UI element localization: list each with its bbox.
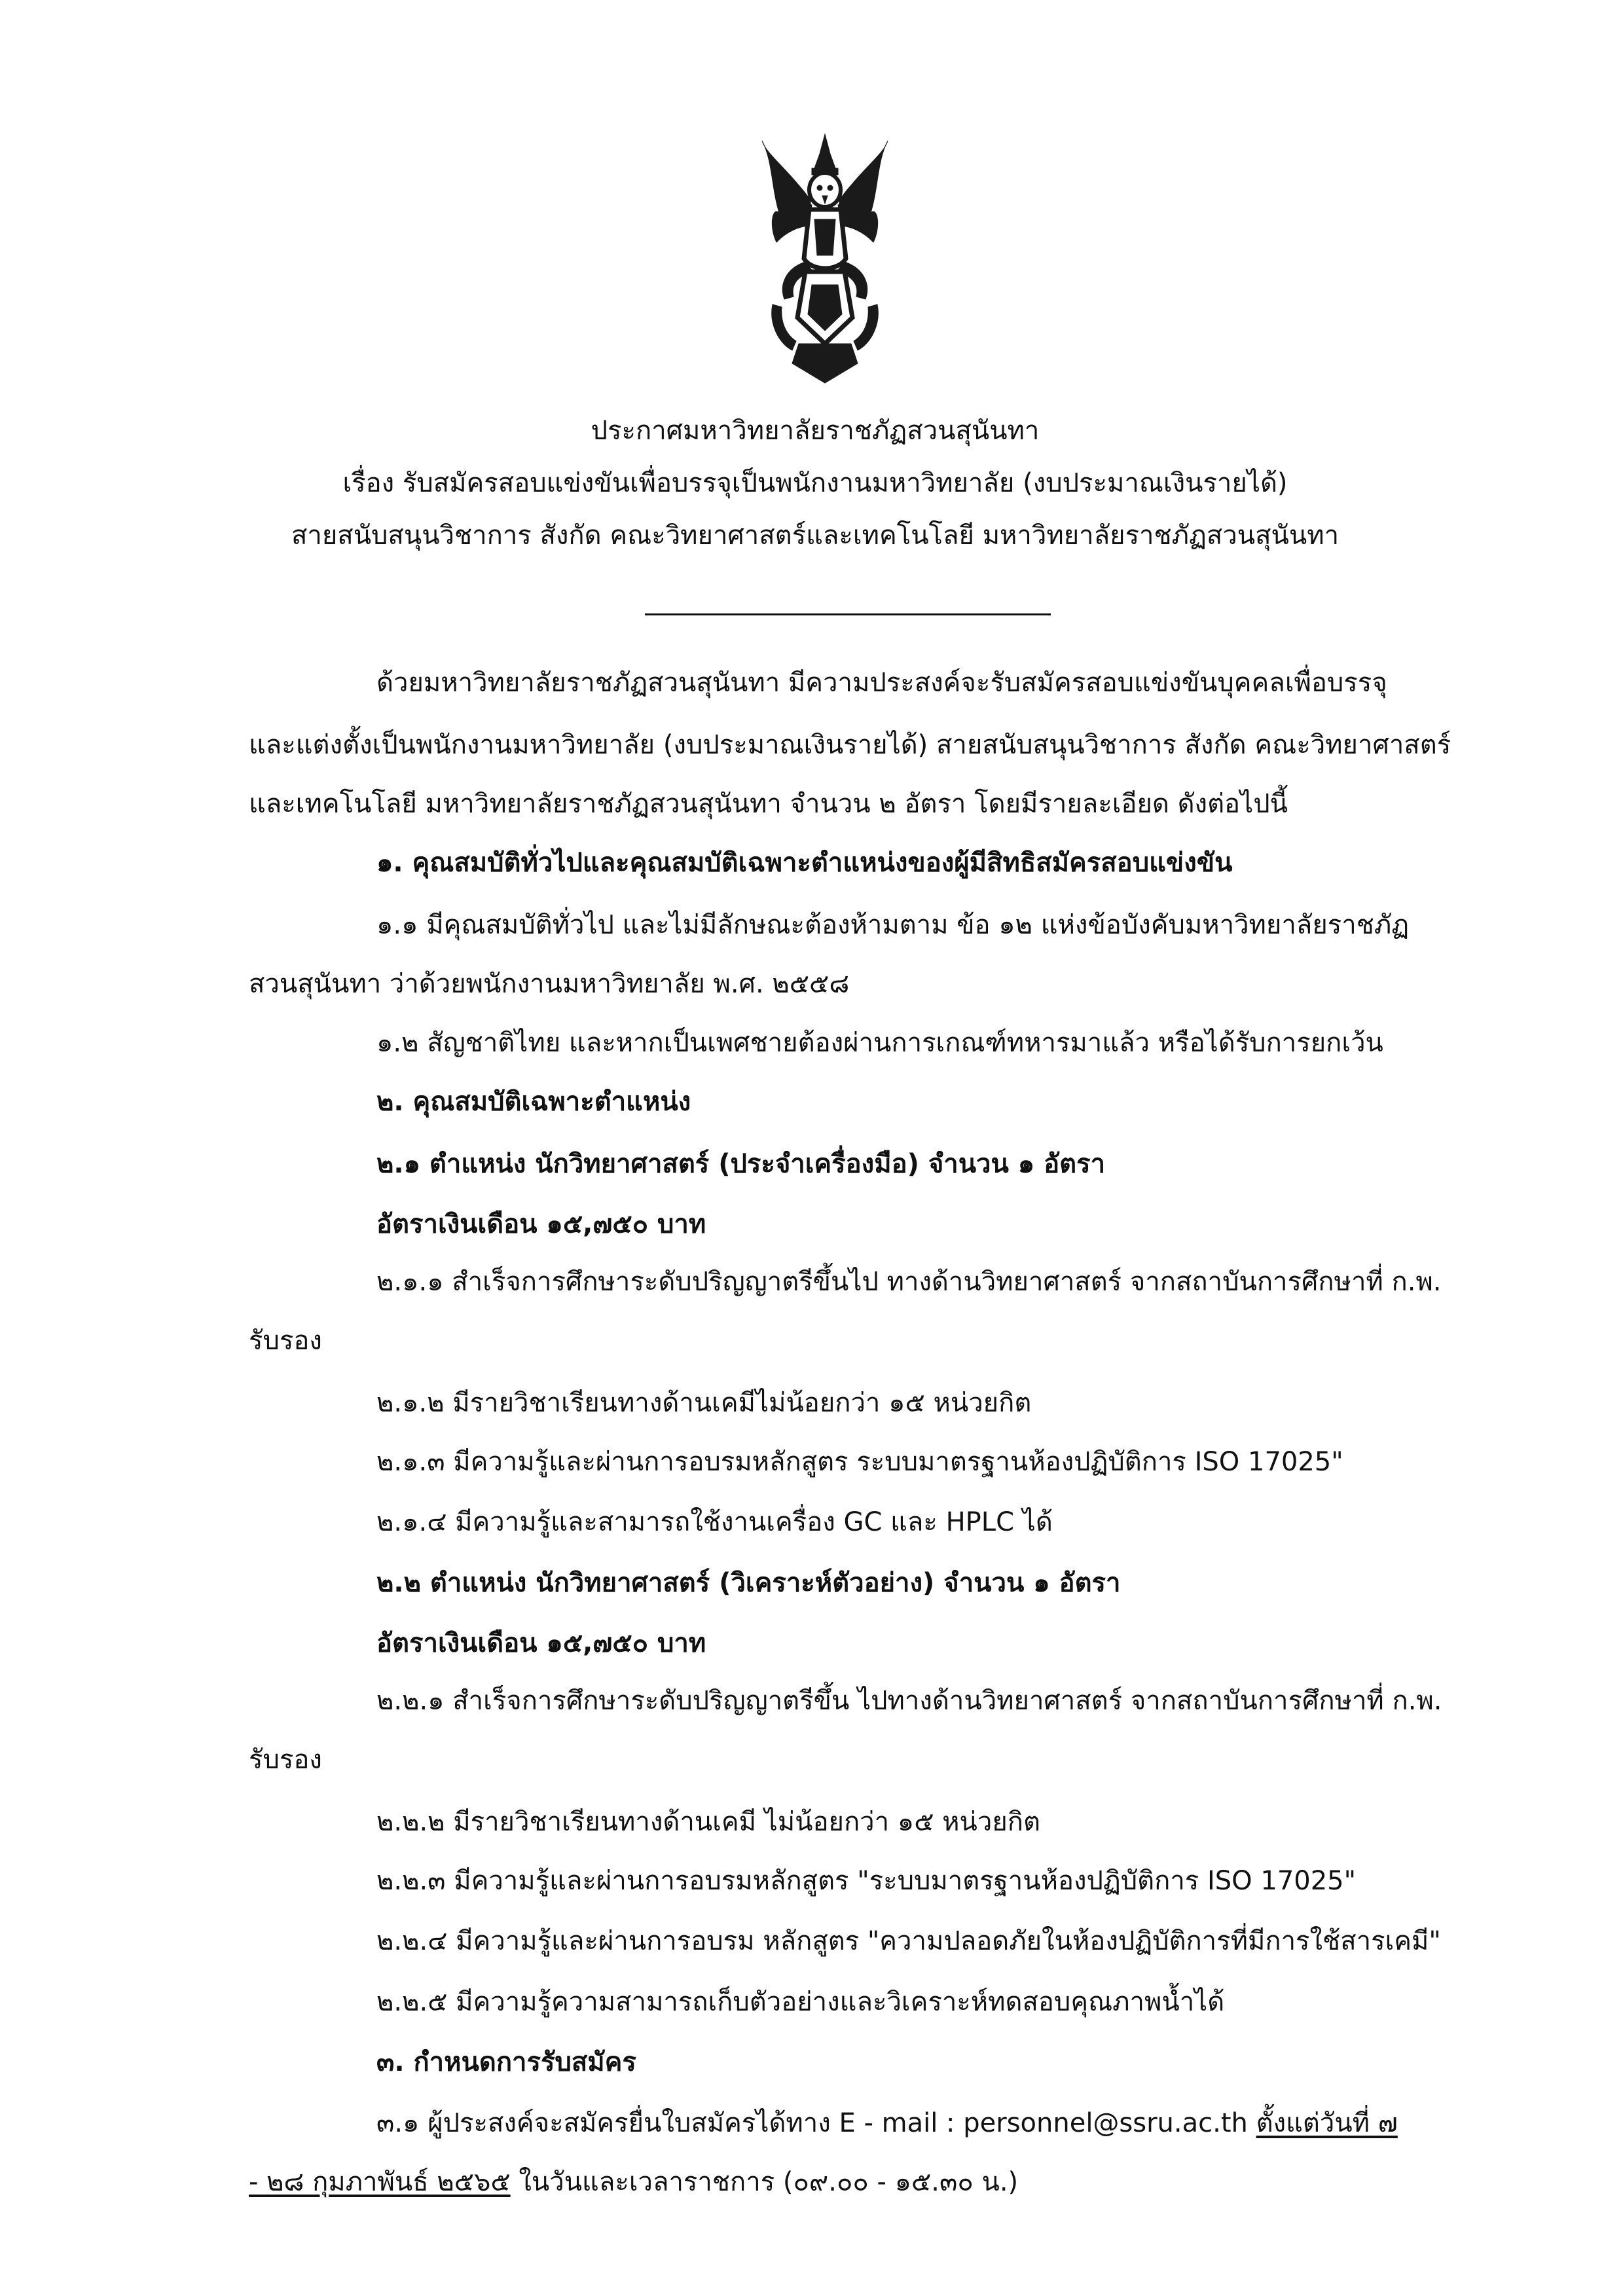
heading-divider [645,613,1051,615]
position-1-item-4: ๒.๑.๔ มีความรู้และสามารถใช้งานเครื่อง GC และ HPLC ได้ [376,1507,1053,1537]
section-3-item-1-text: ๓.๑ ผู้ประสงค์จะสมัครยื่นใบสมัครได้ทาง E - mail : personnel@ssru.ac.th [376,2108,1256,2138]
garuda-emblem-icon [759,128,890,386]
section-3-title: ๓. กำหนดการรับสมัคร [376,2047,636,2077]
position-2-salary: อัตราเงินเดือน ๑๕,๗๕๐ บาท [376,1628,706,1658]
position-2-item-1: ๒.๒.๑ สำเร็จการศึกษาระดับปริญญาตรีขึ้น ไปทางด้านวิทยาศาสตร์ จากสถาบันการศึกษาที่ ก.พ. [376,1686,1442,1716]
position-2-item-2: ๒.๒.๒ มีรายวิชาเรียนทางด้านเคมี ไม่น้อยกว่า ๑๕ หน่วยกิต [376,1807,1040,1837]
announcement-department: สายสนับสนุนวิชาการ สังกัด คณะวิทยาศาสตร์และเทคโนโลยี มหาวิทยาลัยราชภัฏสวนสุนันทา [291,520,1340,551]
section-3-item-1 [376,2105,1398,2141]
section-3-item-1-cont [249,2164,1018,2200]
section-1-title: ๑. คุณสมบัติทั่วไปและคุณสมบัติเฉพาะตำแหน่งของผู้มีสิทธิสมัครสอบแข่งขัน [376,848,1233,878]
announcement-subject: เรื่อง รับสมัครสอบแข่งขันเพื่อบรรจุเป็นพนักงานมหาวิทยาลัย (งบประมาณเงินรายได้) [342,468,1288,498]
intro-line-3: และเทคโนโลยี มหาวิทยาลัยราชภัฏสวนสุนันทา จำนวน ๒ อัตรา โดยมีรายละเอียด ดังต่อไปนี้ [249,789,1288,819]
section-1-item-1-cont: สวนสุนันทา ว่าด้วยพนักงานมหาวิทยาลัย พ.ศ. ๒๕๕๘ [249,969,850,999]
position-1-item-1-cont: รับรอง [249,1326,322,1356]
section-1-item-1: ๑.๑ มีคุณสมบัติทั่วไป และไม่มีลักษณะต้องห้ามตาม ข้อ ๑๒ แห่งข้อบังคับมหาวิทยาลัยราชภัฏ [376,910,1410,940]
intro-line-2: และแต่งตั้งเป็นพนักงานมหาวิทยาลัย (งบประมาณเงินรายได้) สายสนับสนุนวิชาการ สังกัด คณะวิทยาศาสตร์ [249,730,1451,760]
section-2-title: ๒. คุณสมบัติเฉพาะตำแหน่ง [376,1087,691,1117]
application-date-end: - ๒๘ กุมภาพันธ์ ๒๕๖๕ [249,2167,511,2197]
position-1-salary: อัตราเงินเดือน ๑๕,๗๕๐ บาท [376,1209,706,1239]
position-2-item-5: ๒.๒.๕ มีความรู้ความสามารถเก็บตัวอย่างและวิเคราะห์ทดสอบคุณภาพน้ำได้ [376,1987,1225,2017]
position-2-item-4: ๒.๒.๔ มีความรู้และผ่านการอบรม หลักสูตร "ความปลอดภัยในห้องปฏิบัติการที่มีการใช้สารเคมี" [376,1926,1441,1956]
position-1-item-2: ๒.๑.๒ มีรายวิชาเรียนทางด้านเคมีไม่น้อยกว่า ๑๕ หน่วยกิต [376,1388,1032,1418]
position-2-item-1-cont: รับรอง [249,1745,322,1775]
application-date-start: ตั้งแต่วันที่ ๗ [1256,2108,1398,2138]
section-1-item-2: ๑.๒ สัญชาติไทย และหากเป็นเพศชายต้องผ่านการเกณฑ์ทหารมาแล้ว หรือได้รับการยกเว้น [376,1028,1383,1058]
position-1-item-3: ๒.๑.๓ มีความรู้และผ่านการอบรมหลักสูตร ระบบมาตรฐานห้องปฏิบัติการ ISO 17025" [376,1447,1343,1477]
office-hours-text: ในวันและเวลาราชการ (๐๙.๐๐ - ๑๕.๓๐ น.) [510,2167,1019,2197]
intro-line-1: ด้วยมหาวิทยาลัยราชภัฏสวนสุนันทา มีความประสงค์จะรับสมัครสอบแข่งขันบุคคลเพื่อบรรจุ [376,668,1387,698]
position-1-item-1: ๒.๑.๑ สำเร็จการศึกษาระดับปริญญาตรีขึ้นไป ทางด้านวิทยาศาสตร์ จากสถาบันการศึกษาที่ ก.พ. [376,1267,1442,1297]
position-2-title: ๒.๒ ตำแหน่ง นักวิทยาศาสตร์ (วิเคราะห์ตัวอย่าง) จำนวน ๑ อัตรา [376,1568,1121,1598]
position-2-item-3: ๒.๒.๓ มีความรู้และผ่านการอบรมหลักสูตร "ระบบมาตรฐานห้องปฏิบัติการ ISO 17025" [376,1866,1357,1896]
announcement-title: ประกาศมหาวิทยาลัยราชภัฏสวนสุนันทา [591,416,1040,446]
position-1-title: ๒.๑ ตำแหน่ง นักวิทยาศาสตร์ (ประจำเครื่องมือ) จำนวน ๑ อัตรา [376,1149,1106,1179]
